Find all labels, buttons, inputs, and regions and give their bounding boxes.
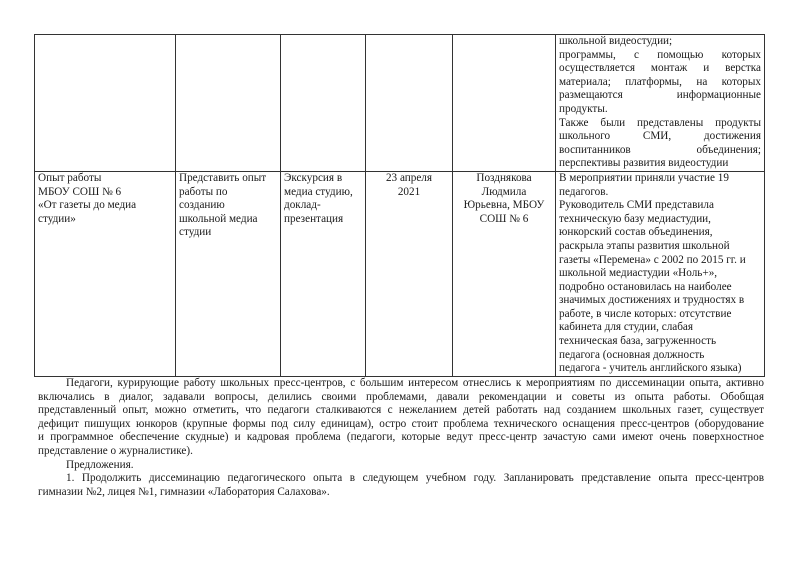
results-line: размещаются информационные (559, 89, 761, 102)
cell-results (556, 35, 765, 172)
cell-event-title (35, 171, 176, 376)
form-line: Экскурсия в (284, 171, 343, 184)
cell-responsible (453, 35, 556, 172)
proposals-heading-text: Предложения. (66, 458, 134, 471)
results-line: перспективы развития видеостудии (559, 157, 729, 170)
cell-form (281, 35, 366, 172)
date-line: 2021 (397, 185, 421, 198)
results-line: юнкорский состав объединения, (559, 226, 713, 239)
results-line: кабинета для студии, слабая (559, 321, 694, 334)
cell-responsible (453, 171, 556, 376)
results-line: подробно остановилась на наиболее (559, 280, 732, 293)
results-line: Также были представлены продукты (559, 116, 761, 129)
goal-line: студии (179, 226, 212, 239)
results-line: школьной видеостудии; (559, 35, 673, 47)
cell-form (281, 171, 366, 376)
goal-line: школьной медиа (179, 212, 258, 225)
results-line: В мероприятии приняли участие 19 (559, 171, 729, 184)
events-table (34, 34, 765, 377)
conclusion-line: представление о журналистике). (38, 444, 193, 457)
conclusion-line: включались в диалог, задавали вопросы, делились своими проблемами, давали рекомендации и советы из опыта работы. Обобщая (38, 390, 764, 403)
event-title-line: «От газеты до медиа (38, 199, 137, 212)
cell-date (366, 171, 453, 376)
form-line: презентация (284, 212, 344, 225)
responsible-line: Людмила (481, 185, 527, 198)
results-line: школьной медиастудии «Ноль+», (559, 267, 718, 280)
results-line: техническая база, загруженность (559, 335, 717, 348)
results-line: программы, с помощью которых (559, 48, 761, 61)
results-line: воспитанников объединения; (559, 143, 761, 156)
conclusion-paragraph (38, 377, 764, 459)
results-line: продукты. (559, 102, 608, 115)
results-line: материала; платформы, на которых (559, 75, 761, 88)
event-title-line: студии» (38, 212, 76, 225)
conclusion-line: представленный опыт, можно отметить, что педагоги сталкиваются с нежеланием детей работать над созданием школьных газет, существует (38, 404, 764, 417)
responsible-line: СОШ № 6 (479, 212, 529, 225)
proposal-line: 1. Продолжить диссеминацию педагогического опыта в следующем учебном году. Запланировать представление опыта пресс-центров (66, 472, 764, 485)
proposal-line: гимназии №2, лицея №1, гимназии «Лаборатория Салахова». (38, 485, 330, 498)
conclusion-line: дефицит пишущих юнкоров (крупные формы под силу единицам), остро стоит проблема технического оснащения пресс-центров (оборудование (38, 417, 764, 430)
cell-date (366, 35, 453, 172)
results-line: педагога - учитель английского языка) (559, 362, 742, 375)
event-title-line: МБОУ СОШ № 6 (38, 185, 122, 198)
results-line: педагога (основная должность (559, 348, 705, 361)
results-line: значимых достижениях и трудностях в (559, 294, 745, 307)
results-line: газеты «Перемена» с 2002 по 2015 гг. и (559, 253, 746, 266)
cell-event-title (35, 35, 176, 172)
responsible-line: Юрьевна, МБОУ (463, 199, 545, 212)
results-line: техническую базу медиастудии, (559, 212, 711, 225)
conclusion-line: и программное обеспечение скудные) и кадровая проблема (педагоги, которые ведут пресс-центр зачастую сами имеют очень поверхностное (38, 431, 764, 444)
cell-goal (176, 35, 281, 172)
results-line: осуществляется монтаж и верстка (559, 62, 761, 75)
table-row-continued (35, 35, 765, 172)
conclusion-line: Педагоги, курирующие работу школьных пресс-центров, с большим интересом отнеслись к мероприятиям по диссеминации опыта, активно (66, 377, 764, 389)
responsible-line: Позднякова (476, 171, 532, 184)
date-line: 23 апреля (385, 171, 433, 184)
form-line: доклад- (284, 199, 321, 212)
cell-goal (176, 171, 281, 376)
goal-line: работы по (179, 185, 228, 198)
form-line: медиа студию, (284, 185, 353, 198)
event-title-line: Опыт работы (38, 171, 102, 184)
results-line: раскрыла этапы развития школьной (559, 239, 730, 252)
results-line: педагогов. (559, 185, 609, 198)
results-line: Руководитель СМИ представила (559, 199, 714, 212)
document-body (38, 377, 764, 499)
table-row-event (35, 171, 765, 376)
proposal-item-1 (38, 472, 764, 499)
proposals-heading (38, 459, 764, 473)
goal-line: Представить опыт (179, 171, 267, 184)
cell-results (556, 171, 765, 376)
results-line: работе, в числе которых: отсутствие (559, 307, 732, 320)
goal-line: созданию (179, 199, 225, 212)
results-line: школьного СМИ, достижения (559, 130, 761, 143)
